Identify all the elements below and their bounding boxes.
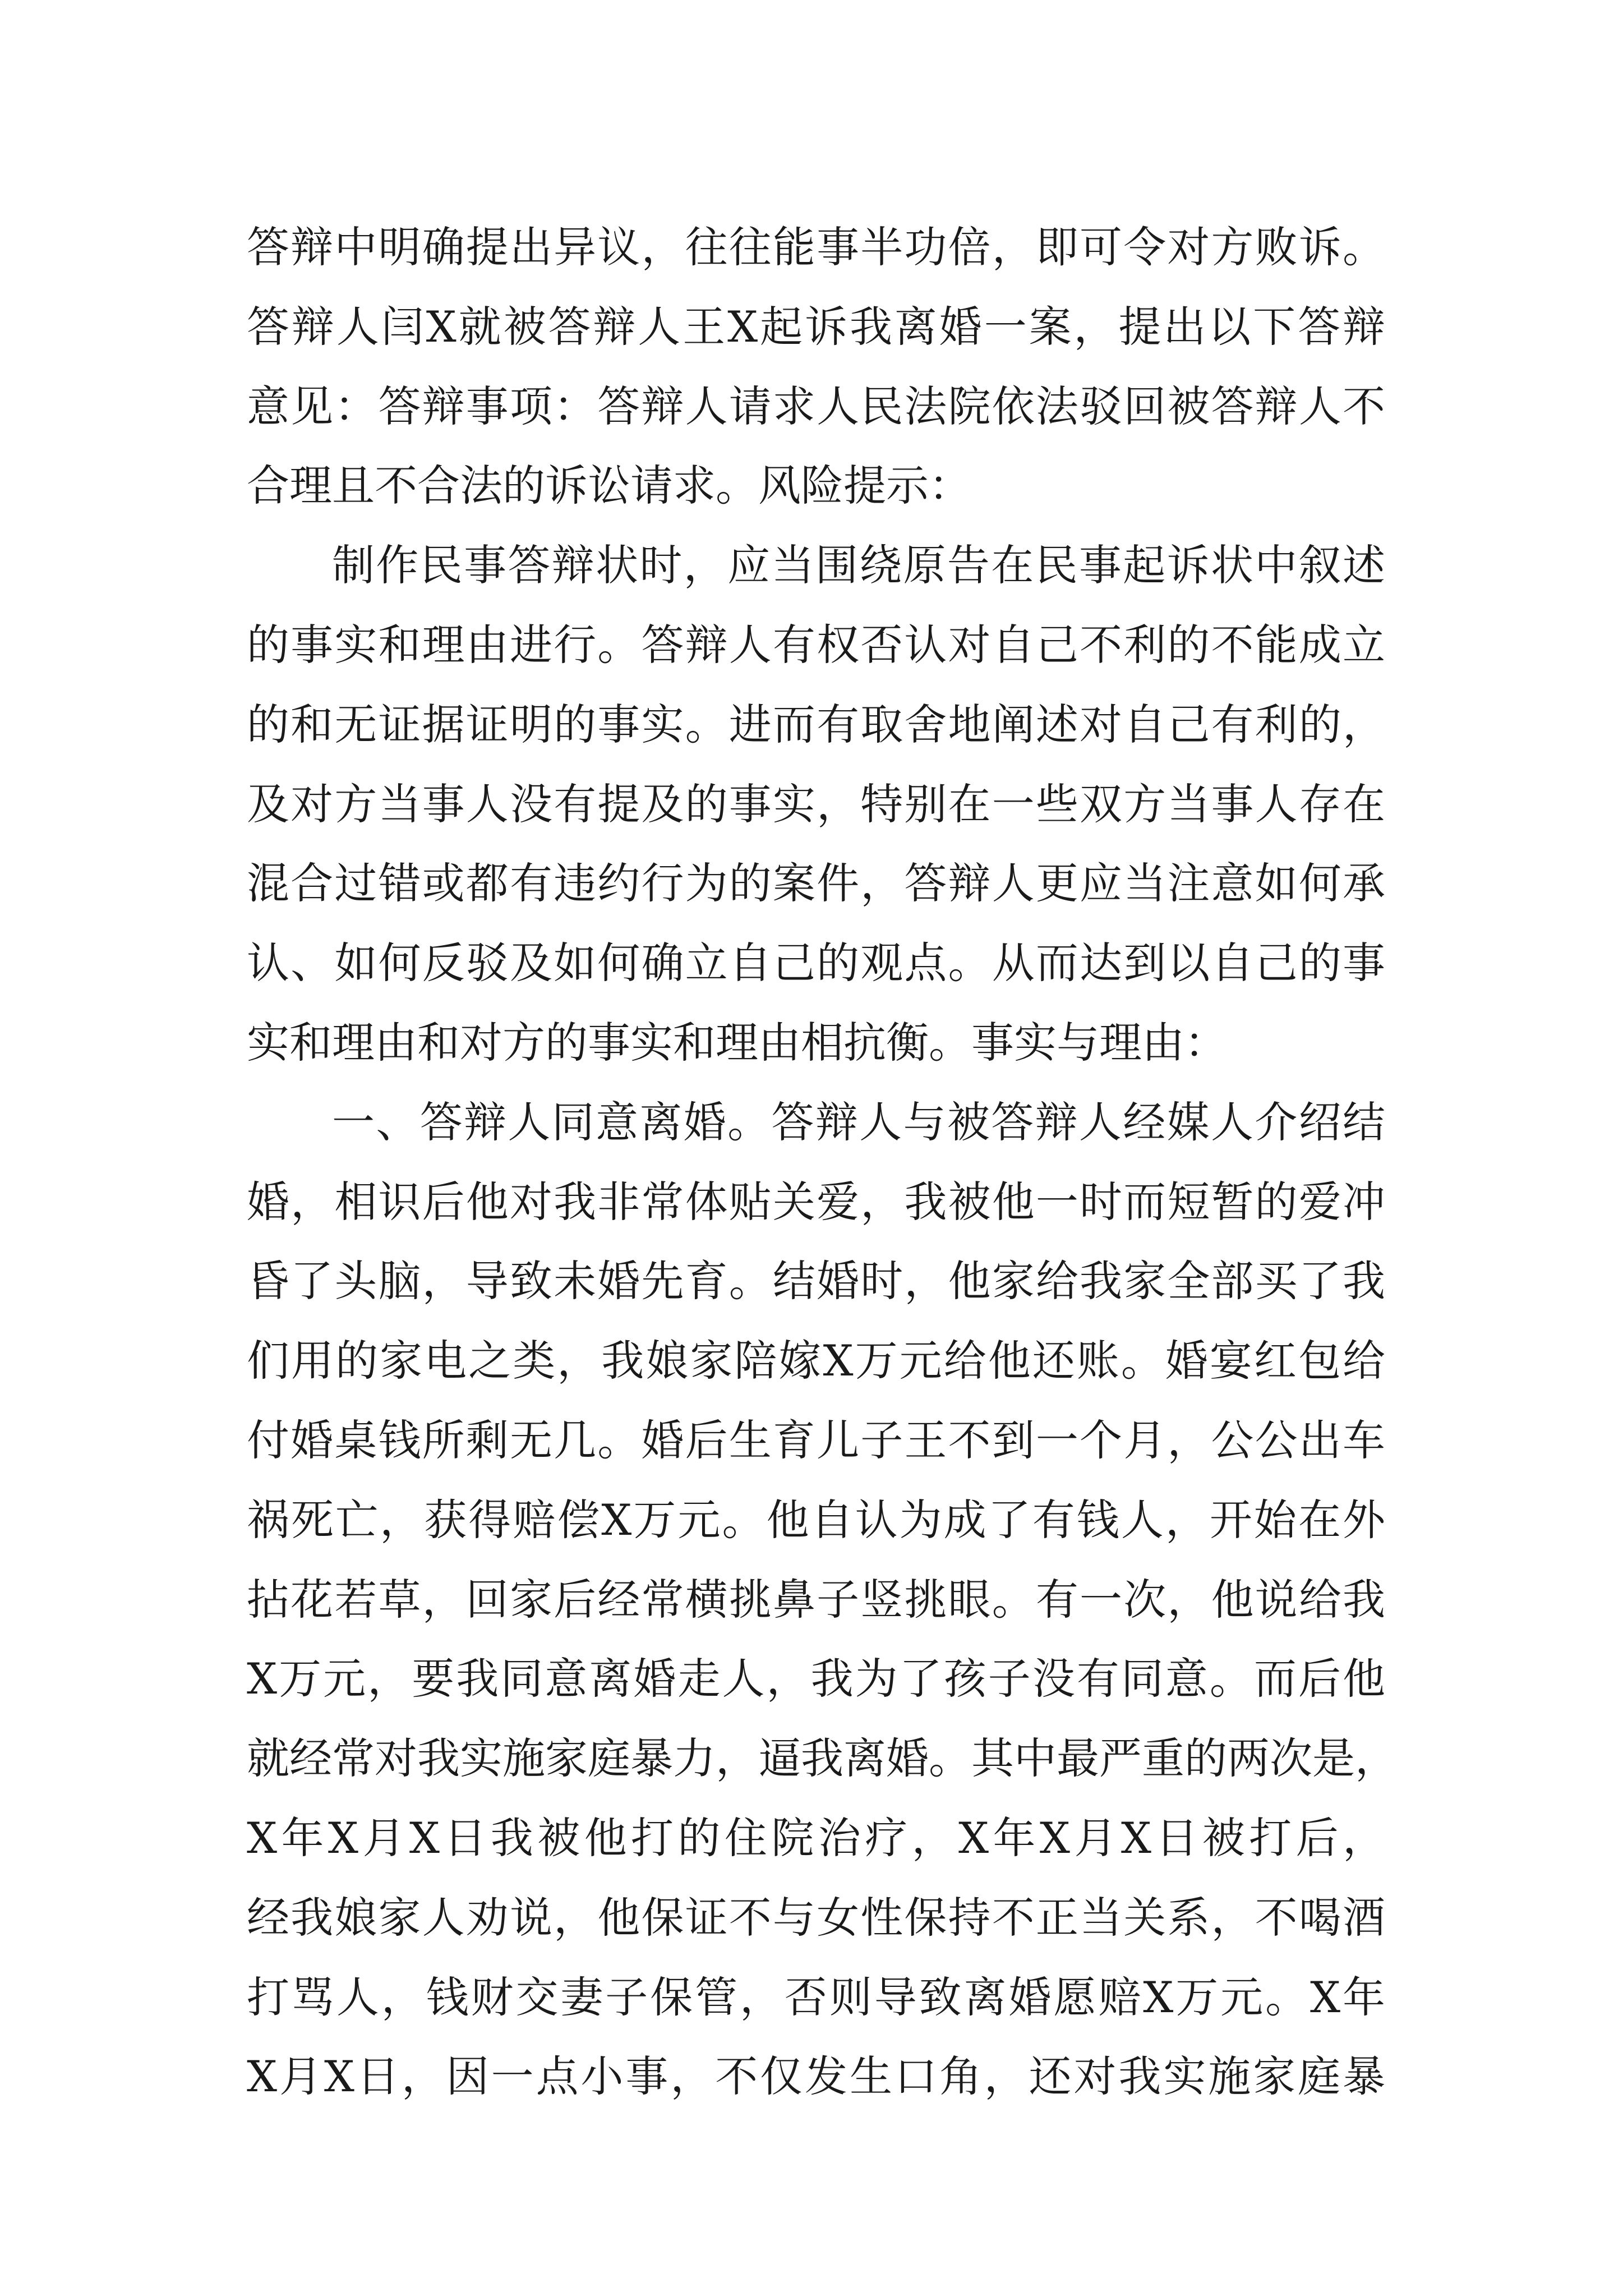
- text-line: 祸死亡，获得赔偿X万元。他自认为成了有钱人，开始在外: [247, 1494, 1385, 1545]
- text-line: 意见：答辩事项：答辩人请求人民法院依法驳回被答辩人不: [247, 381, 1385, 431]
- text-line: 答辩人闫X就被答辩人王X起诉我离婚一案，提出以下答辩: [247, 301, 1385, 352]
- text-line: X月X日，因一点小事，不仅发生口角，还对我实施家庭暴: [247, 2051, 1385, 2102]
- text-line: 打骂人，钱财交妻子保管，否则导致离婚愿赔X万元。X年: [247, 1972, 1385, 2022]
- text-line: 的和无证据证明的事实。进而有取舍地阐述对自己有利的，: [247, 699, 1385, 749]
- text-line: X年X月X日我被他打的住院治疗，X年X月X日被打后，: [247, 1812, 1385, 1863]
- text-line: 婚，相识后他对我非常体贴关爱，我被他一时而短暂的爱冲: [247, 1176, 1385, 1227]
- text-line: 认、如何反驳及如何确立自己的观点。从而达到以自己的事: [247, 938, 1385, 988]
- text-line: 及对方当事人没有提及的事实，特别在一些双方当事人存在: [247, 779, 1385, 829]
- text-line: 制作民事答辩状时，应当围绕原告在民事起诉状中叙述: [332, 540, 1385, 591]
- text-line: X万元，要我同意离婚走人，我为了孩子没有同意。而后他: [247, 1654, 1385, 1704]
- body-text: [247, 208, 1398, 2116]
- text-line: 付婚桌钱所剩无几。婚后生育儿子王不到一个月，公公出车: [247, 1415, 1385, 1465]
- text-line: 混合过错或都有违约行为的案件，答辩人更应当注意如何承: [247, 858, 1385, 909]
- text-line: 拈花若草，回家后经常横挑鼻子竖挑眼。有一次，他说给我: [247, 1574, 1385, 1625]
- text-line: 答辩中明确提出异议，往往能事半功倍，即可令对方败诉。: [247, 222, 1385, 272]
- text-line: 经我娘家人劝说，他保证不与女性保持不正当关系，不喝酒: [247, 1892, 1385, 1943]
- text-line: 实和理由和对方的事实和理由相抗衡。事实与理由：: [247, 1017, 1227, 1068]
- text-line: 合理且不合法的诉讼请求。风险提示：: [247, 461, 971, 511]
- text-line: 一、答辩人同意离婚。答辩人与被答辩人经媒人介绍结: [332, 1097, 1385, 1147]
- text-line: 们用的家电之类，我娘家陪嫁X万元给他还账。婚宴红包给: [247, 1336, 1385, 1386]
- text-line: 的事实和理由进行。答辩人有权否认对自己不利的不能成立: [247, 619, 1385, 670]
- text-line: 昏了头脑，导致未婚先育。结婚时，他家给我家全部买了我: [247, 1256, 1385, 1306]
- text-line: 就经常对我实施家庭暴力，逼我离婚。其中最严重的两次是，: [247, 1733, 1398, 1784]
